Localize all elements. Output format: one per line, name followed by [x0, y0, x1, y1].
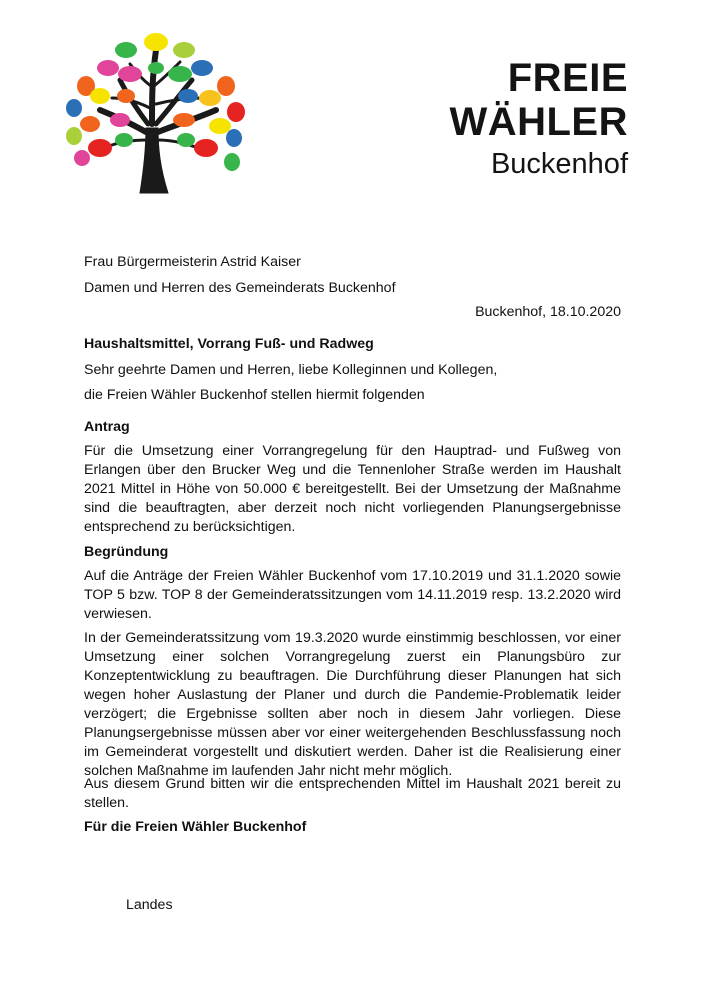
closing-line: Für die Freien Wähler Buckenhof	[84, 819, 307, 835]
recipient-line-2: Damen und Herren des Gemeinderats Buckenhof	[84, 280, 396, 296]
subject-line: Haushaltsmittel, Vorrang Fuß- und Radweg	[84, 336, 374, 352]
antrag-heading: Antrag	[84, 419, 130, 435]
begruendung-paragraph-1: Auf die Anträge der Freien Wähler Buckenhof vom 17.10.2019 und 31.1.2020 sowie TOP 5 bzw. TOP 8 der Gemeinderatssitzungen vom 14.11.2019 resp. 13.2.2020 wird verwiesen.	[84, 568, 621, 622]
recipient-line-1: Frau Bürgermeisterin Astrid Kaiser	[84, 254, 301, 270]
intro-line: die Freien Wähler Buckenhof stellen hiermit folgenden	[84, 387, 425, 403]
brand-block	[449, 56, 628, 184]
tree-logo	[60, 28, 250, 198]
brand-line-buckenhof: Buckenhof	[490, 148, 628, 180]
date-line: Buckenhof, 18.10.2020	[475, 304, 621, 320]
signature-name: Landes	[126, 897, 173, 913]
begruendung-paragraph-2: In der Gemeinderatssitzung vom 19.3.2020 wurde einstimmig beschlossen, vor einer Umsetzung einer solchen Vorrangregelung zuerst ein Planungsbüro zur Konzeptentwicklung zu beauftragen. Die Durchführung dieser Planungen hat sich wegen hoher Auslastung der Planer und durch die Pandemie-Problematik leider verzögert; die Ergebnisse sollten aber noch in diesem Jahr vorliegen. Diese Planungsergebnisse müssen aber vor einer weitergehenden Beschlussfassung noch im Gemeinderat vorgestellt und diskutiert werden. Daher ist die Realisierung einer solchen Maßnahme im laufenden Jahr nicht mehr möglich.	[84, 630, 621, 779]
begruendung-paragraph-3: Aus diesem Grund bitten wir die entsprechenden Mittel im Haushalt 2021 bereit zu stellen.	[84, 776, 621, 811]
brand-line-waehler: WÄHLER	[449, 100, 628, 144]
brand-line-freie: FREIE	[507, 56, 628, 100]
begruendung-heading: Begründung	[84, 544, 169, 560]
antrag-paragraph: Für die Umsetzung einer Vorrangregelung für den Hauptrad- und Fußweg von Erlangen über den Brucker Weg und die Tennenloher Straße werden im Haushalt 2021 Mittel in Höhe von 50.000 € bereitgestellt. Bei der Umsetzung der Maßnahme sind die beauftragten, aber derzeit noch nicht vorliegenden Planungsergebnisse entsprechend zu berücksichtigen.	[84, 443, 621, 535]
tree-logo-icon	[60, 28, 250, 198]
salutation: Sehr geehrte Damen und Herren, liebe Kolleginnen und Kollegen,	[84, 362, 498, 378]
